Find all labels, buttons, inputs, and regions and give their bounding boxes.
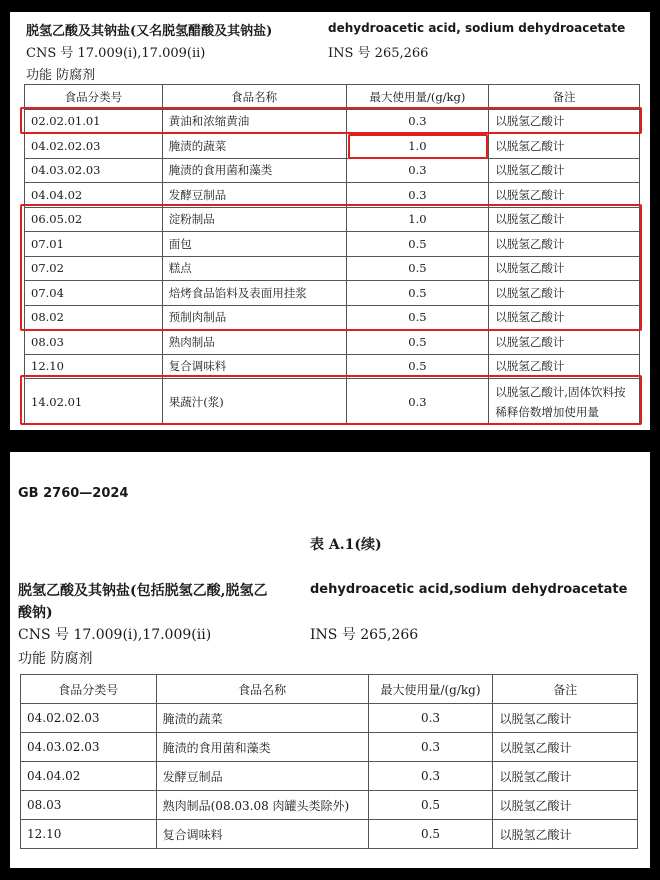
cell-code: 04.02.02.03 — [21, 704, 157, 733]
cell-usage: 0.5 — [346, 330, 489, 355]
header-max-usage: 最大使用量/(g/kg) — [346, 85, 489, 110]
top-usage-table — [24, 84, 640, 425]
cell-remark: 以脱氢乙酸计 — [493, 791, 638, 820]
header-max-usage: 最大使用量/(g/kg) — [368, 675, 493, 704]
cell-code: 04.03.02.03 — [21, 733, 157, 762]
cell-usage: 0.3 — [368, 733, 493, 762]
cell-usage: 0.5 — [346, 256, 489, 281]
cell-usage: 0.3 — [346, 109, 489, 134]
table-row — [25, 305, 640, 330]
table-row — [21, 791, 638, 820]
cell-code: 08.03 — [25, 330, 163, 355]
cell-food: 腌渍的蔬菜 — [156, 704, 368, 733]
header-remark: 备注 — [489, 85, 640, 110]
cell-usage: 1.0 — [346, 207, 489, 232]
table-caption: 表 A.1(续) — [310, 537, 382, 553]
top-document-panel — [10, 12, 650, 430]
cell-food: 腌渍的食用菌和藻类 — [162, 158, 346, 183]
table-row — [25, 354, 640, 379]
cell-usage: 0.5 — [346, 281, 489, 306]
cell-usage: 1.0 — [346, 134, 489, 159]
bottom-usage-table — [20, 674, 638, 849]
cell-code: 02.02.01.01 — [25, 109, 163, 134]
standard-number: GB 2760—2024 — [18, 486, 129, 501]
cell-remark: 以脱氢乙酸计 — [489, 109, 640, 134]
header-category-code: 食品分类号 — [21, 675, 157, 704]
cell-remark: 以脱氢乙酸计 — [489, 330, 640, 355]
header-remark: 备注 — [493, 675, 638, 704]
cell-food: 熟肉制品(08.03.08 肉罐头类除外) — [156, 791, 368, 820]
cell-usage: 0.3 — [346, 379, 489, 425]
table-row — [25, 379, 640, 425]
header-category-code: 食品分类号 — [25, 85, 163, 110]
table-row — [25, 134, 640, 159]
cell-usage: 0.5 — [346, 232, 489, 257]
cell-usage: 0.5 — [346, 354, 489, 379]
cell-food: 焙烤食品馅料及表面用挂浆 — [162, 281, 346, 306]
bottom-function: 功能 防腐剂 — [18, 651, 93, 667]
cell-remark: 以脱氢乙酸计 — [489, 281, 640, 306]
cell-remark: 以脱氢乙酸计 — [489, 207, 640, 232]
cell-food: 黄油和浓缩黄油 — [162, 109, 346, 134]
cell-code: 07.01 — [25, 232, 163, 257]
table-row — [25, 232, 640, 257]
cell-remark: 以脱氢乙酸计 — [493, 762, 638, 791]
table-row — [21, 733, 638, 762]
cell-code: 12.10 — [25, 354, 163, 379]
bottom-document-panel — [10, 452, 650, 868]
top-cns-number: CNS 号 17.009(i),17.009(ii) — [26, 46, 206, 61]
cell-code: 07.02 — [25, 256, 163, 281]
cell-code: 07.04 — [25, 281, 163, 306]
cell-usage: 0.3 — [346, 158, 489, 183]
cell-remark: 以脱氢乙酸计 — [489, 305, 640, 330]
cell-usage: 0.3 — [368, 762, 493, 791]
cell-remark: 以脱氢乙酸计 — [489, 256, 640, 281]
cell-food: 果蔬汁(浆) — [162, 379, 346, 425]
cell-food: 熟肉制品 — [162, 330, 346, 355]
bottom-title-en: dehydroacetic acid,sodium dehydroacetate — [310, 582, 628, 597]
table-row — [25, 207, 640, 232]
cell-food: 腌渍的食用菌和藻类 — [156, 733, 368, 762]
header-food-name: 食品名称 — [162, 85, 346, 110]
cell-remark: 以脱氢乙酸计 — [489, 183, 640, 208]
top-title-cn: 脱氢乙酸及其钠盐(又名脱氢醋酸及其钠盐) — [26, 24, 273, 39]
bottom-title-cn-line2: 酸钠) — [18, 605, 53, 621]
cell-food: 复合调味料 — [162, 354, 346, 379]
cell-remark: 以脱氢乙酸计,固体饮料按稀释倍数增加使用量 — [489, 379, 640, 425]
table-row — [25, 109, 640, 134]
table-row — [21, 704, 638, 733]
cell-remark: 以脱氢乙酸计 — [493, 820, 638, 849]
cell-remark: 以脱氢乙酸计 — [489, 158, 640, 183]
cell-usage: 0.5 — [346, 305, 489, 330]
bottom-title-cn-line1: 脱氢乙酸及其钠盐(包括脱氢乙酸,脱氢乙 — [18, 583, 268, 599]
bottom-cns-number: CNS 号 17.009(i),17.009(ii) — [18, 627, 212, 643]
table-header-row — [25, 85, 640, 110]
cell-code: 04.02.02.03 — [25, 134, 163, 159]
cell-code: 08.03 — [21, 791, 157, 820]
cell-code: 04.03.02.03 — [25, 158, 163, 183]
table-row — [25, 183, 640, 208]
cell-code: 12.10 — [21, 820, 157, 849]
cell-code: 08.02 — [25, 305, 163, 330]
cell-usage: 0.5 — [368, 791, 493, 820]
cell-remark: 以脱氢乙酸计 — [489, 134, 640, 159]
cell-remark: 以脱氢乙酸计 — [493, 733, 638, 762]
table-row — [25, 256, 640, 281]
cell-usage: 0.5 — [368, 820, 493, 849]
bottom-ins-number: INS 号 265,266 — [310, 627, 419, 643]
cell-remark: 以脱氢乙酸计 — [489, 354, 640, 379]
cell-code: 06.05.02 — [25, 207, 163, 232]
cell-food: 复合调味料 — [156, 820, 368, 849]
cell-code: 04.04.02 — [25, 183, 163, 208]
top-ins-number: INS 号 265,266 — [328, 46, 429, 61]
top-function: 功能 防腐剂 — [26, 68, 96, 83]
cell-food: 腌渍的蔬菜 — [162, 134, 346, 159]
table-row — [25, 281, 640, 306]
cell-food: 预制肉制品 — [162, 305, 346, 330]
cell-food: 面包 — [162, 232, 346, 257]
cell-code: 14.02.01 — [25, 379, 163, 425]
cell-usage: 0.3 — [346, 183, 489, 208]
cell-remark: 以脱氢乙酸计 — [493, 704, 638, 733]
cell-food: 糕点 — [162, 256, 346, 281]
table-header-row — [21, 675, 638, 704]
table-row — [25, 158, 640, 183]
table-row — [25, 330, 640, 355]
header-food-name: 食品名称 — [156, 675, 368, 704]
cell-food: 淀粉制品 — [162, 207, 346, 232]
table-row — [21, 762, 638, 791]
cell-code: 04.04.02 — [21, 762, 157, 791]
cell-remark: 以脱氢乙酸计 — [489, 232, 640, 257]
top-title-en: dehydroacetic acid, sodium dehydroacetate — [328, 21, 626, 35]
cell-usage: 0.3 — [368, 704, 493, 733]
table-row — [21, 820, 638, 849]
cell-food: 发酵豆制品 — [156, 762, 368, 791]
cell-food: 发酵豆制品 — [162, 183, 346, 208]
